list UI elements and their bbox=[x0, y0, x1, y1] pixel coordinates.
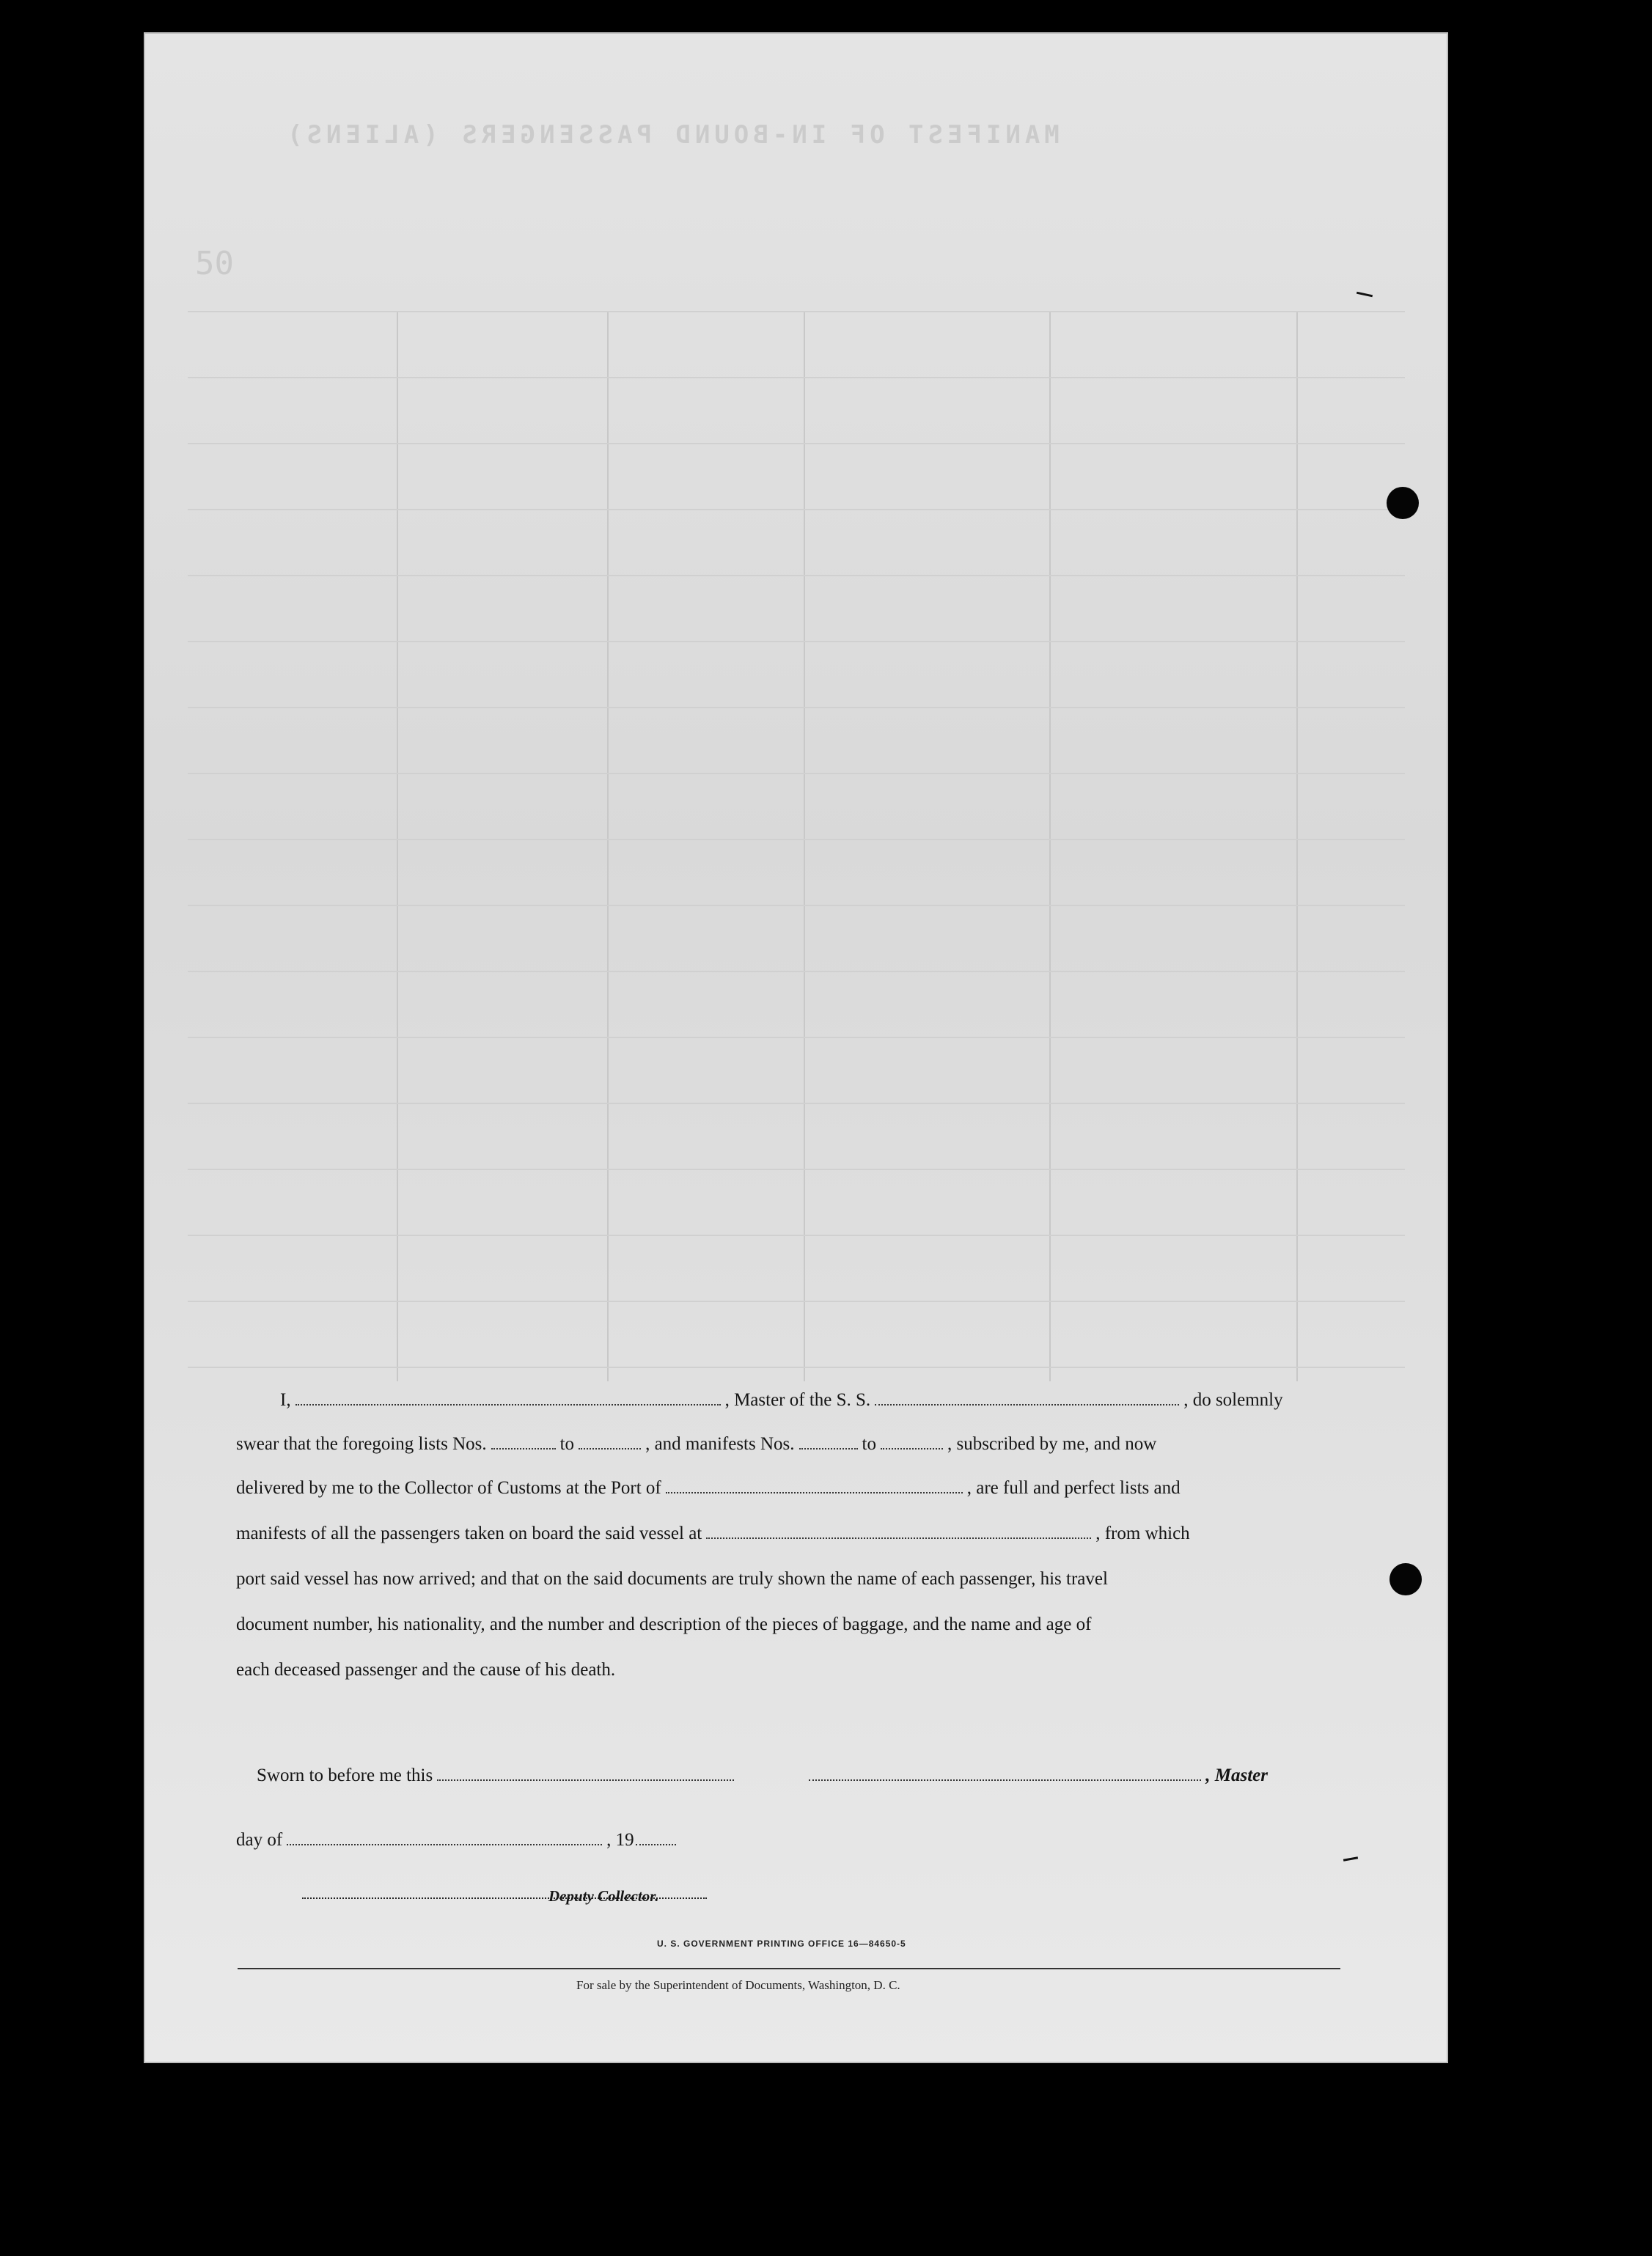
oath-line-6: document number, his nationality, and the number and description of the pieces of baggage, and the name and age of bbox=[236, 1614, 1092, 1634]
oath-solemnly: , do solemnly bbox=[1183, 1390, 1283, 1410]
bleed-row-rule bbox=[188, 311, 1405, 312]
oath-master-of: , Master of the S. S. bbox=[724, 1390, 871, 1410]
bleed-row-rule bbox=[188, 509, 1405, 510]
year-prefix: , 19 bbox=[606, 1830, 634, 1850]
oath-line-4 bbox=[236, 1524, 1190, 1544]
oath-text: to bbox=[559, 1434, 575, 1454]
document-page bbox=[144, 32, 1448, 2063]
master-name-blank bbox=[295, 1391, 721, 1406]
oath-line-2 bbox=[236, 1434, 1156, 1455]
bleed-through-title: MANIFEST OF IN-BOUND PASSENGERS (ALIENS) bbox=[283, 120, 1060, 150]
punch-hole bbox=[1387, 487, 1419, 519]
bleed-row-rule bbox=[188, 707, 1405, 708]
day-of-line bbox=[236, 1830, 680, 1851]
punch-hole bbox=[1389, 1563, 1422, 1595]
ship-name-blank bbox=[875, 1391, 1179, 1406]
bleed-row-rule bbox=[188, 575, 1405, 576]
bleed-row-rule bbox=[188, 443, 1405, 444]
bleed-row-rule bbox=[188, 377, 1405, 378]
sworn-line bbox=[257, 1766, 1268, 1786]
oath-text: delivered by me to the Collector of Customs at the Port of bbox=[236, 1478, 661, 1498]
bleed-row-rule bbox=[188, 773, 1405, 774]
footer-rule bbox=[238, 1968, 1340, 1969]
bleed-row-rule bbox=[188, 1367, 1405, 1368]
master-signature-blank bbox=[809, 1766, 1201, 1781]
manifest-to-blank bbox=[881, 1435, 943, 1450]
oath-text: , subscribed by me, and now bbox=[947, 1434, 1157, 1454]
deputy-collector-label: Deputy Collector. bbox=[548, 1887, 659, 1905]
port-blank bbox=[666, 1479, 963, 1493]
sworn-day-blank bbox=[437, 1766, 734, 1781]
bleed-row-rule bbox=[188, 641, 1405, 642]
oath-text: manifests of all the passengers taken on board the said vessel at bbox=[236, 1524, 702, 1543]
bleed-column-rule bbox=[804, 311, 805, 1381]
bleed-row-rule bbox=[188, 839, 1405, 840]
sworn-text: Sworn to before me this bbox=[257, 1766, 433, 1785]
oath-i: I, bbox=[280, 1390, 291, 1410]
oath-line-7: each deceased passenger and the cause of his death. bbox=[236, 1660, 616, 1680]
oath-line-1 bbox=[280, 1390, 1283, 1411]
oath-text: swear that the foregoing lists Nos. bbox=[236, 1434, 487, 1454]
oath-text: , and manifests Nos. bbox=[645, 1434, 795, 1454]
day-of-text: day of bbox=[236, 1830, 283, 1850]
bleed-column-rule bbox=[397, 311, 398, 1381]
bleed-row-rule bbox=[188, 905, 1405, 906]
bleed-row-rule bbox=[188, 1103, 1405, 1104]
bleed-through-page-number: 50 bbox=[195, 245, 234, 282]
bleed-column-rule bbox=[1296, 311, 1298, 1381]
printing-office-note: U. S. GOVERNMENT PRINTING OFFICE 16—84650-5 bbox=[657, 1939, 906, 1949]
bleed-column-rule bbox=[607, 311, 609, 1381]
bleed-row-rule bbox=[188, 971, 1405, 972]
bleed-column-rule bbox=[1049, 311, 1051, 1381]
bleed-row-rule bbox=[188, 1235, 1405, 1236]
oath-line-5: port said vessel has now arrived; and that on the said documents are truly shown the name of each passenger, his travel bbox=[236, 1569, 1108, 1589]
oath-line-3 bbox=[236, 1478, 1181, 1499]
master-signature-label: , Master bbox=[1205, 1766, 1268, 1785]
oath-text: to bbox=[862, 1434, 876, 1454]
bleed-row-rule bbox=[188, 1037, 1405, 1038]
list-to-blank bbox=[579, 1435, 641, 1450]
manifest-from-blank bbox=[799, 1435, 858, 1450]
oath-text: , are full and perfect lists and bbox=[966, 1478, 1181, 1498]
oath-text: , from which bbox=[1095, 1524, 1190, 1543]
bleed-row-rule bbox=[188, 1301, 1405, 1302]
year-blank bbox=[636, 1831, 676, 1845]
sale-note: For sale by the Superintendent of Documents, Washington, D. C. bbox=[576, 1978, 900, 1992]
departure-port-blank bbox=[706, 1524, 1091, 1539]
bleed-row-rule bbox=[188, 1169, 1405, 1170]
list-from-blank bbox=[491, 1435, 556, 1450]
month-blank bbox=[287, 1831, 602, 1845]
